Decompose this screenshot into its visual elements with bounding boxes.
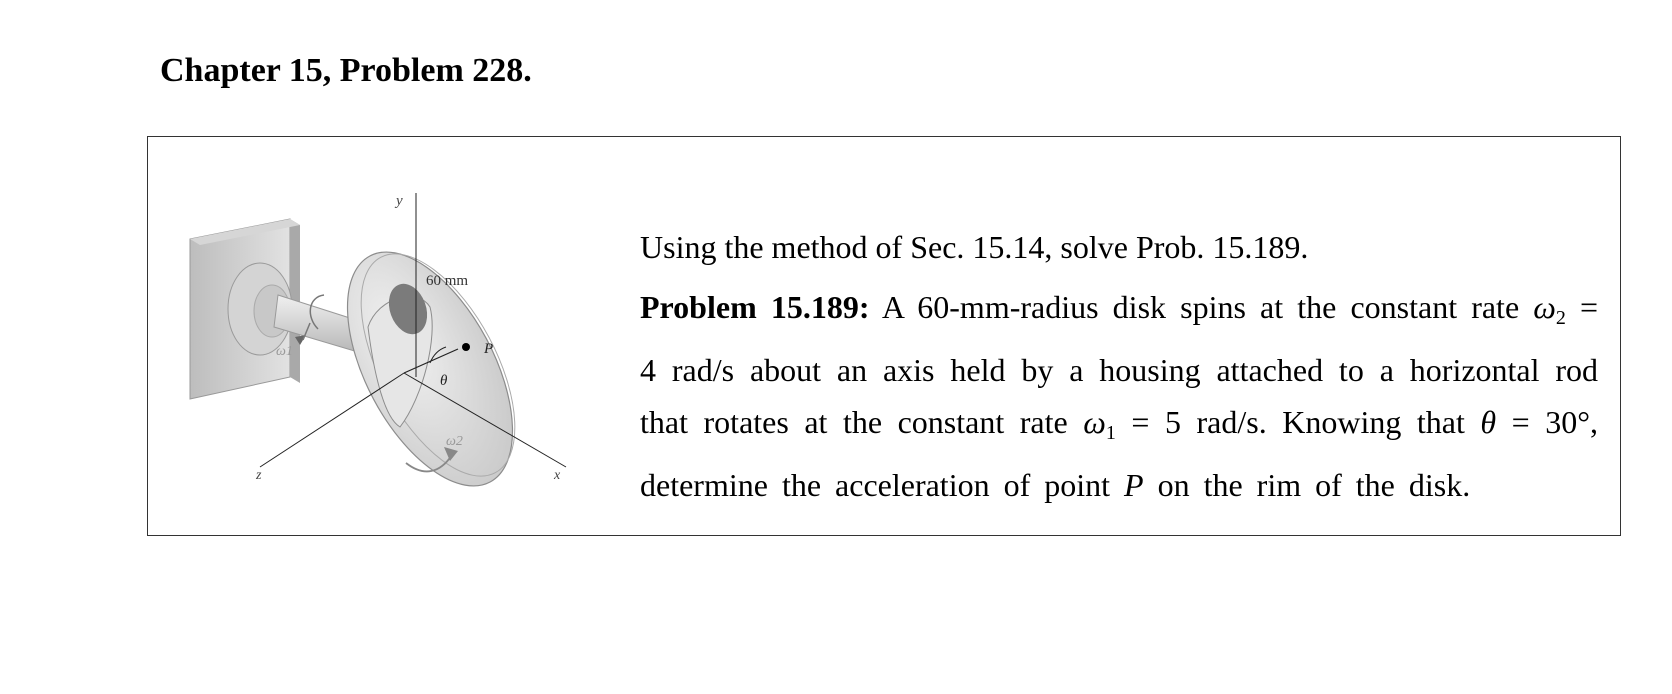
point-p: P [1124,467,1144,503]
problem-box [147,136,1621,536]
disk-figure [168,177,608,497]
z-label: z [256,468,262,483]
statement-part-4: rad/s. [1196,404,1267,440]
intro-text: Using the method of Sec. 15.14, solve Prob. 15.189. [640,229,1309,265]
statement-part-8: the rim of the disk. [1203,467,1471,503]
z-axis [260,373,404,467]
statement-part-3: horizontal rod that rotates at the constant rate [640,352,1599,440]
omega1-label: ω1 [276,344,293,359]
omega2-value: = 4 [640,289,1599,388]
problem-label: Problem 15.189: [640,289,870,325]
theta-value: = 30°, [1511,404,1598,440]
statement-part-1: A 60-mm-radius disk spins at the constant rate [881,289,1520,325]
theta-label: θ [440,373,448,389]
omega1-symbol: ω [1083,404,1106,440]
intro-line [640,221,1598,273]
problem-text [640,221,1598,511]
x-label: x [554,468,561,483]
omega1-value: = 5 [1131,404,1181,440]
radius-label: 60 mm [426,273,469,289]
statement-part-5: Knowing that [1282,404,1465,440]
omega2-subscript: 2 [1555,307,1566,329]
p-label: P [484,341,494,357]
point-p-marker [462,343,470,351]
omega2-label: ω2 [446,434,463,449]
statement-part-7: on [1157,467,1190,503]
y-label: y [396,193,403,209]
statement-part-2: rad/s about an axis held by a housing attached to a [671,352,1394,388]
theta-symbol: θ [1480,404,1497,440]
omega2-symbol: ω [1533,289,1556,325]
problem-statement [640,281,1598,511]
chapter-title: Chapter 15, Problem 228. [160,52,532,89]
omega1-subscript: 1 [1105,422,1116,444]
statement-part-6: determine the acceleration of point [640,467,1111,503]
